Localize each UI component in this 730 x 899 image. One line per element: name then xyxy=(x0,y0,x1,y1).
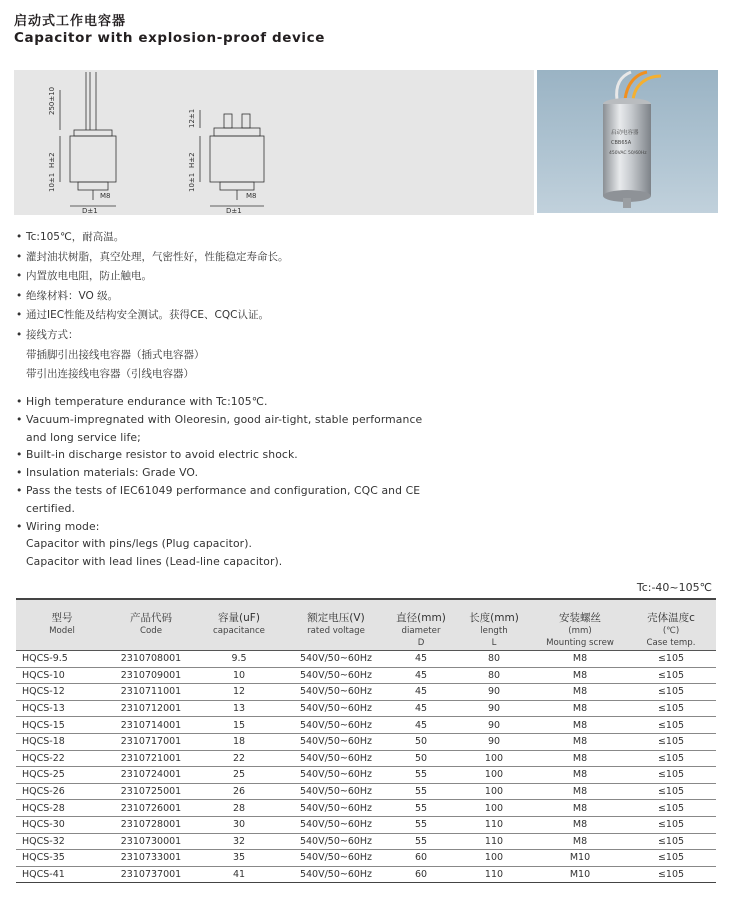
table-cell: ≤105 xyxy=(626,733,716,750)
table-cell: HQCS-12 xyxy=(16,684,108,701)
table-cell: ≤105 xyxy=(626,866,716,883)
feature-item xyxy=(16,228,289,248)
table-cell: 2310728001 xyxy=(108,816,194,833)
table-cell: M8 xyxy=(534,800,626,817)
table-cell: 540V/50~60Hz xyxy=(284,816,388,833)
table-cell: HQCS-15 xyxy=(16,717,108,734)
column-header xyxy=(194,599,284,651)
table-cell: 90 xyxy=(454,733,534,750)
dimension-drawings xyxy=(14,70,534,215)
feature-item xyxy=(16,518,422,536)
feature-subtext: and long service life; xyxy=(26,430,141,444)
column-header xyxy=(454,599,534,651)
feature-text: Built-in discharge resistor to avoid electric shock. xyxy=(26,448,298,462)
table-cell: 26 xyxy=(194,783,284,800)
table-cell: ≤105 xyxy=(626,700,716,717)
table-cell: ≤105 xyxy=(626,800,716,817)
table-cell: 2310714001 xyxy=(108,717,194,734)
column-header xyxy=(534,599,626,651)
table-cell: HQCS-22 xyxy=(16,750,108,767)
dim-screw-left: M8 xyxy=(100,192,111,200)
column-header-cn: 直径(mm) xyxy=(396,612,446,624)
table-cell: 60 xyxy=(388,850,454,867)
table-cell: 100 xyxy=(454,767,534,784)
table-cell: 80 xyxy=(454,651,534,668)
table-cell: 100 xyxy=(454,800,534,817)
table-header-row xyxy=(16,599,716,651)
table-row xyxy=(16,733,716,750)
table-cell: HQCS-13 xyxy=(16,700,108,717)
bullet-icon: • xyxy=(16,250,23,263)
feature-item xyxy=(16,287,289,307)
dim-height-right: H±2 xyxy=(188,152,196,168)
table-cell: 110 xyxy=(454,866,534,883)
table-cell: 2310737001 xyxy=(108,866,194,883)
table-cell: M8 xyxy=(534,733,626,750)
table-cell: HQCS-10 xyxy=(16,667,108,684)
bullet-icon: • xyxy=(16,412,23,426)
table-cell: 30 xyxy=(194,816,284,833)
feature-item xyxy=(16,306,289,326)
bullet-icon: • xyxy=(16,466,23,480)
table-cell: 15 xyxy=(194,717,284,734)
table-cell: M8 xyxy=(534,684,626,701)
table-cell: 540V/50~60Hz xyxy=(284,850,388,867)
capacitor-photo xyxy=(537,70,718,213)
table-cell: ≤105 xyxy=(626,833,716,850)
feature-item xyxy=(16,248,289,268)
table-cell: 90 xyxy=(454,684,534,701)
table-cell: 2310711001 xyxy=(108,684,194,701)
table-cell: ≤105 xyxy=(626,750,716,767)
table-cell: 9.5 xyxy=(194,651,284,668)
table-cell: M8 xyxy=(534,833,626,850)
table-cell: 90 xyxy=(454,717,534,734)
bullet-icon: • xyxy=(16,289,23,302)
table-cell: 540V/50~60Hz xyxy=(284,733,388,750)
table-cell: M10 xyxy=(534,866,626,883)
table-row xyxy=(16,684,716,701)
column-header-en: diameter xyxy=(401,626,441,636)
table-cell: 540V/50~60Hz xyxy=(284,750,388,767)
table-cell: M8 xyxy=(534,717,626,734)
photo-label-3: 450VAC 50/60Hz xyxy=(609,151,647,156)
table-cell: HQCS-28 xyxy=(16,800,108,817)
feature-item xyxy=(16,482,422,500)
table-cell: 540V/50~60Hz xyxy=(284,783,388,800)
table-cell: 50 xyxy=(388,733,454,750)
table-cell: 540V/50~60Hz xyxy=(284,800,388,817)
table-cell: M10 xyxy=(534,850,626,867)
table-cell: HQCS-25 xyxy=(16,767,108,784)
dim-base-right: 10±1 xyxy=(188,172,196,192)
table-row xyxy=(16,667,716,684)
dim-diameter-right: D±1 xyxy=(226,207,242,215)
table-cell: 2310721001 xyxy=(108,750,194,767)
table-cell: 540V/50~60Hz xyxy=(284,651,388,668)
feature-text: Wiring mode: xyxy=(26,519,100,533)
column-header-en: Code xyxy=(139,626,162,636)
table-cell: 540V/50~60Hz xyxy=(284,767,388,784)
table-cell: 55 xyxy=(388,800,454,817)
table-cell: 35 xyxy=(194,850,284,867)
table-row xyxy=(16,866,716,883)
table-row xyxy=(16,850,716,867)
column-header-en2: D xyxy=(417,638,425,648)
column-header xyxy=(108,599,194,651)
table-cell: HQCS-35 xyxy=(16,850,108,867)
bullet-icon: • xyxy=(16,395,23,408)
table-cell: ≤105 xyxy=(626,850,716,867)
column-header-cn: 安装螺丝 xyxy=(559,612,601,624)
feature-text: High temperature endurance with Tc:105℃. xyxy=(26,395,268,408)
table-cell: 540V/50~60Hz xyxy=(284,700,388,717)
photo-label-2: CBB65A xyxy=(611,140,632,146)
table-cell: 2310725001 xyxy=(108,783,194,800)
table-cell: M8 xyxy=(534,767,626,784)
column-header-en: Model xyxy=(49,626,75,636)
feature-text: 通过IEC性能及结构安全测试。获得CE、CQC认证。 xyxy=(26,309,269,322)
feature-item xyxy=(16,464,422,482)
column-header-en2: Case temp. xyxy=(646,638,696,648)
bullet-icon: • xyxy=(16,519,23,533)
column-header-cn: 壳体温度c xyxy=(647,612,695,624)
table-cell: 110 xyxy=(454,816,534,833)
table-cell: 55 xyxy=(388,816,454,833)
feature-subtext: Capacitor with pins/legs (Plug capacitor). xyxy=(26,537,253,551)
table-row xyxy=(16,750,716,767)
photo-label-1: 启动电容器 xyxy=(611,130,639,136)
column-header xyxy=(626,599,716,651)
feature-text: 灌封油状树脂，真空处理，气密性好，性能稳定寿命长。 xyxy=(26,250,289,263)
table-cell: 45 xyxy=(388,667,454,684)
column-header-en: length xyxy=(480,626,508,636)
bullet-icon: • xyxy=(16,309,23,322)
dim-base-left: 10±1 xyxy=(48,172,56,192)
table-cell: M8 xyxy=(534,816,626,833)
table-cell: 80 xyxy=(454,667,534,684)
features-cn-list xyxy=(16,228,289,385)
page-title-en: Capacitor with explosion-proof device xyxy=(14,30,325,46)
table-cell: 45 xyxy=(388,684,454,701)
table-cell: HQCS-26 xyxy=(16,783,108,800)
table-row xyxy=(16,800,716,817)
feature-item xyxy=(16,393,422,411)
table-cell: 22 xyxy=(194,750,284,767)
spec-table xyxy=(16,598,716,883)
column-header xyxy=(16,599,108,651)
table-cell: ≤105 xyxy=(626,783,716,800)
table-cell: 28 xyxy=(194,800,284,817)
temp-range-note: Tc:-40~105℃ xyxy=(636,581,712,594)
column-header-en2: Mounting screw xyxy=(546,638,614,648)
feature-text: 绝缘材料：VO 级。 xyxy=(26,289,119,302)
table-cell: 100 xyxy=(454,850,534,867)
features-en-list xyxy=(16,393,422,571)
table-cell: 540V/50~60Hz xyxy=(284,717,388,734)
table-cell: 45 xyxy=(388,700,454,717)
table-cell: ≤105 xyxy=(626,667,716,684)
table-cell: ≤105 xyxy=(626,684,716,701)
table-row xyxy=(16,651,716,668)
table-cell: 2310733001 xyxy=(108,850,194,867)
table-cell: 25 xyxy=(194,767,284,784)
table-cell: 13 xyxy=(194,700,284,717)
column-header-cn: 产品代码 xyxy=(130,612,172,624)
lead-line-capacitor-drawing xyxy=(60,72,116,206)
table-cell: HQCS-18 xyxy=(16,733,108,750)
table-cell: 50 xyxy=(388,750,454,767)
table-row xyxy=(16,783,716,800)
table-cell: 41 xyxy=(194,866,284,883)
table-cell: M8 xyxy=(534,651,626,668)
table-cell: HQCS-32 xyxy=(16,833,108,850)
feature-item xyxy=(16,326,289,346)
table-cell: 12 xyxy=(194,684,284,701)
page-title-cn: 启动式工作电容器 xyxy=(14,14,127,29)
table-row xyxy=(16,767,716,784)
table-row xyxy=(16,717,716,734)
table-cell: 2310724001 xyxy=(108,767,194,784)
column-header-cn: 长度(mm) xyxy=(469,612,519,624)
table-cell: 60 xyxy=(388,866,454,883)
table-cell: 45 xyxy=(388,651,454,668)
feature-subtext: 带插脚引出接线电容器（插式电容器） xyxy=(26,348,205,361)
feature-text: Pass the tests of IEC61049 performance and configuration, CQC and CE xyxy=(26,483,421,497)
bullet-icon: • xyxy=(16,483,23,497)
table-cell: 55 xyxy=(388,767,454,784)
feature-subtext: 带引出连接线电容器（引线电容器） xyxy=(26,368,194,381)
table-cell: 100 xyxy=(454,783,534,800)
table-cell: M8 xyxy=(534,700,626,717)
feature-subtext: Capacitor with lead lines (Lead-line capacitor). xyxy=(26,555,283,569)
table-row xyxy=(16,816,716,833)
feature-text: Insulation materials: Grade VO. xyxy=(26,466,199,480)
feature-item xyxy=(16,411,422,429)
bullet-icon: • xyxy=(16,328,23,341)
column-header-en2: L xyxy=(491,638,497,648)
column-header-cn: 型号 xyxy=(51,612,73,624)
dim-screw-right: M8 xyxy=(246,192,257,200)
table-cell: 2310717001 xyxy=(108,733,194,750)
column-header xyxy=(284,599,388,651)
table-cell: ≤105 xyxy=(626,651,716,668)
table-cell: ≤105 xyxy=(626,767,716,784)
column-header-en: (mm) xyxy=(568,626,592,636)
table-row xyxy=(16,700,716,717)
table-cell: HQCS-41 xyxy=(16,866,108,883)
dim-lead-length: 250±10 xyxy=(48,86,56,115)
bullet-icon: • xyxy=(16,231,23,243)
table-cell: 2310712001 xyxy=(108,700,194,717)
table-cell: 540V/50~60Hz xyxy=(284,866,388,883)
dim-diameter-left: D±1 xyxy=(82,207,98,215)
feature-text: 接线方式： xyxy=(26,328,79,341)
dim-height-left: H±2 xyxy=(48,152,56,168)
column-header-cn: 容量(uF) xyxy=(218,612,260,624)
feature-text: Tc:105℃，耐高温。 xyxy=(26,231,125,243)
table-cell: 110 xyxy=(454,833,534,850)
feature-text: 内置放电电阻，防止触电。 xyxy=(26,270,152,283)
table-cell: 90 xyxy=(454,700,534,717)
table-cell: 2310709001 xyxy=(108,667,194,684)
feature-subtext: certified. xyxy=(26,501,75,515)
table-cell: 2310730001 xyxy=(108,833,194,850)
table-cell: HQCS-30 xyxy=(16,816,108,833)
table-cell: M8 xyxy=(534,783,626,800)
table-cell: 18 xyxy=(194,733,284,750)
column-header-en: (℃) xyxy=(662,626,680,636)
table-cell: 540V/50~60Hz xyxy=(284,684,388,701)
table-cell: M8 xyxy=(534,750,626,767)
column-header-en: capacitance xyxy=(213,626,265,636)
bullet-icon: • xyxy=(16,448,23,462)
column-header-cn: 额定电压(V) xyxy=(307,612,365,624)
table-cell: 45 xyxy=(388,717,454,734)
feature-text: Vacuum-impregnated with Oleoresin, good air-tight, stable performance xyxy=(26,412,423,426)
table-cell: 55 xyxy=(388,783,454,800)
column-header xyxy=(388,599,454,651)
table-cell: 100 xyxy=(454,750,534,767)
table-cell: 2310708001 xyxy=(108,651,194,668)
table-cell: M8 xyxy=(534,667,626,684)
table-cell: 10 xyxy=(194,667,284,684)
table-cell: 2310726001 xyxy=(108,800,194,817)
bullet-icon: • xyxy=(16,270,23,283)
table-cell: ≤105 xyxy=(626,816,716,833)
table-cell: ≤105 xyxy=(626,717,716,734)
table-cell: 32 xyxy=(194,833,284,850)
table-cell: 540V/50~60Hz xyxy=(284,667,388,684)
table-row xyxy=(16,833,716,850)
table-cell: 540V/50~60Hz xyxy=(284,833,388,850)
table-cell: 55 xyxy=(388,833,454,850)
feature-item xyxy=(16,267,289,287)
column-header-en: rated voltage xyxy=(307,626,365,636)
feature-item xyxy=(16,446,422,464)
table-cell: HQCS-9.5 xyxy=(16,651,108,668)
dim-pin-height: 12±1 xyxy=(188,108,196,128)
